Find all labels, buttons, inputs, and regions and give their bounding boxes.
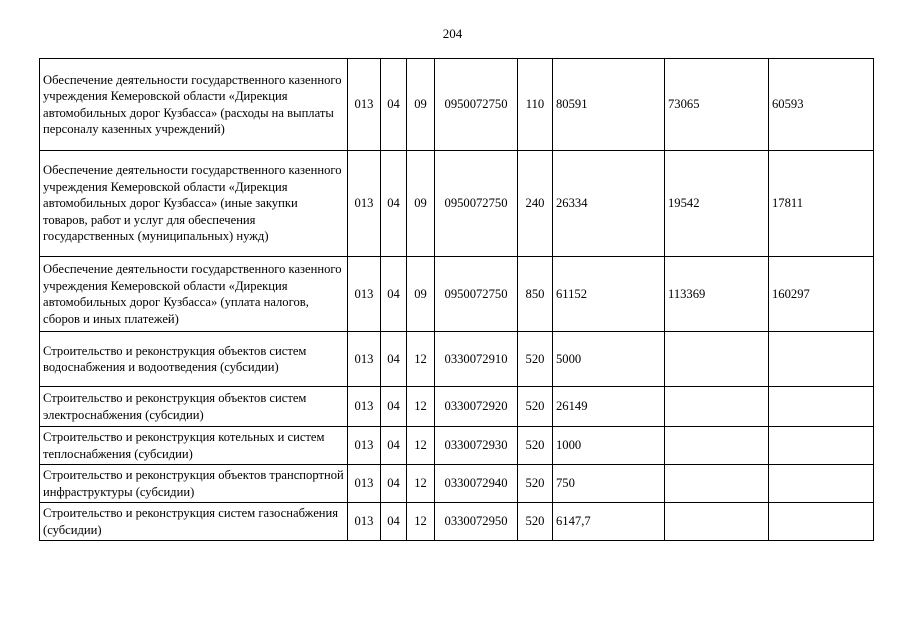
amount-year-3-cell — [769, 427, 874, 465]
row-description: Строительство и реконструкция объектов транспортной инфраструктуры (субсидии) — [40, 465, 348, 503]
section-code-cell: 04 — [381, 465, 407, 503]
program-code-cell: 0330072940 — [435, 465, 518, 503]
subsection-code-cell: 09 — [407, 151, 435, 257]
row-description: Строительство и реконструкция котельных и систем теплоснабжения (субсидии) — [40, 427, 348, 465]
expense-type-cell: 240 — [518, 151, 553, 257]
ministry-code-cell: 013 — [348, 427, 381, 465]
expense-type-cell: 520 — [518, 387, 553, 427]
amount-year-2-cell — [665, 387, 769, 427]
table-row — [40, 387, 874, 427]
ministry-code-cell: 013 — [348, 387, 381, 427]
amount-year-2-cell — [665, 332, 769, 387]
amount-year-1-cell: 26149 — [553, 387, 665, 427]
table-row — [40, 332, 874, 387]
subsection-code-cell: 12 — [407, 465, 435, 503]
ministry-code-cell: 013 — [348, 59, 381, 151]
table-row — [40, 151, 874, 257]
amount-year-1-cell: 1000 — [553, 427, 665, 465]
table-row — [40, 257, 874, 332]
amount-year-2-cell: 73065 — [665, 59, 769, 151]
section-code-cell: 04 — [381, 387, 407, 427]
ministry-code-cell: 013 — [348, 257, 381, 332]
amount-year-2-cell: 19542 — [665, 151, 769, 257]
subsection-code-cell: 12 — [407, 427, 435, 465]
table-row — [40, 59, 874, 151]
table-row — [40, 427, 874, 465]
section-code-cell: 04 — [381, 427, 407, 465]
subsection-code-cell: 12 — [407, 387, 435, 427]
expense-type-cell: 520 — [518, 427, 553, 465]
expense-type-cell: 850 — [518, 257, 553, 332]
expense-type-cell: 520 — [518, 465, 553, 503]
subsection-code-cell: 09 — [407, 59, 435, 151]
section-code-cell: 04 — [381, 332, 407, 387]
amount-year-1-cell: 80591 — [553, 59, 665, 151]
program-code-cell: 0950072750 — [435, 59, 518, 151]
amount-year-1-cell: 750 — [553, 465, 665, 503]
program-code-cell: 0950072750 — [435, 257, 518, 332]
amount-year-2-cell — [665, 427, 769, 465]
table-row — [40, 465, 874, 503]
expense-type-cell: 520 — [518, 332, 553, 387]
section-code-cell: 04 — [381, 151, 407, 257]
amount-year-1-cell: 6147,7 — [553, 503, 665, 541]
amount-year-3-cell — [769, 387, 874, 427]
row-description: Обеспечение деятельности государственного казенного учреждения Кемеровской области «Дирекция автомобильных дорог Кузбасса» (иные закупки товаров, работ и услуг для обеспечения государственных (муниципальных) нужд) — [40, 151, 348, 257]
page-number: 204 — [442, 26, 463, 41]
row-description: Строительство и реконструкция объектов систем электроснабжения (субсидии) — [40, 387, 348, 427]
table-row — [40, 503, 874, 541]
section-code-cell: 04 — [381, 59, 407, 151]
amount-year-1-cell: 26334 — [553, 151, 665, 257]
row-description: Обеспечение деятельности государственного казенного учреждения Кемеровской области «Дирекция автомобильных дорог Кузбасса» (расходы на выплаты персоналу казенных учреждений) — [40, 59, 348, 151]
amount-year-3-cell — [769, 503, 874, 541]
row-description: Обеспечение деятельности государственного казенного учреждения Кемеровской области «Дирекция автомобильных дорог Кузбасса» (уплата налогов, сборов и иных платежей) — [40, 257, 348, 332]
expense-type-cell: 110 — [518, 59, 553, 151]
program-code-cell: 0330072950 — [435, 503, 518, 541]
ministry-code-cell: 013 — [348, 465, 381, 503]
program-code-cell: 0330072910 — [435, 332, 518, 387]
ministry-code-cell: 013 — [348, 332, 381, 387]
amount-year-1-cell: 5000 — [553, 332, 665, 387]
amount-year-3-cell: 160297 — [769, 257, 874, 332]
amount-year-1-cell: 61152 — [553, 257, 665, 332]
subsection-code-cell: 09 — [407, 257, 435, 332]
program-code-cell: 0330072930 — [435, 427, 518, 465]
ministry-code-cell: 013 — [348, 503, 381, 541]
ministry-code-cell: 013 — [348, 151, 381, 257]
amount-year-3-cell — [769, 465, 874, 503]
expense-type-cell: 520 — [518, 503, 553, 541]
row-description: Строительство и реконструкция объектов систем водоснабжения и водоотведения (субсидии) — [40, 332, 348, 387]
subsection-code-cell: 12 — [407, 503, 435, 541]
amount-year-2-cell — [665, 503, 769, 541]
amount-year-2-cell — [665, 465, 769, 503]
amount-year-3-cell — [769, 332, 874, 387]
amount-year-2-cell: 113369 — [665, 257, 769, 332]
amount-year-3-cell: 17811 — [769, 151, 874, 257]
section-code-cell: 04 — [381, 257, 407, 332]
program-code-cell: 0950072750 — [435, 151, 518, 257]
program-code-cell: 0330072920 — [435, 387, 518, 427]
subsection-code-cell: 12 — [407, 332, 435, 387]
section-code-cell: 04 — [381, 503, 407, 541]
budget-table — [39, 58, 874, 541]
amount-year-3-cell: 60593 — [769, 59, 874, 151]
row-description: Строительство и реконструкция систем газоснабжения (субсидии) — [40, 503, 348, 541]
